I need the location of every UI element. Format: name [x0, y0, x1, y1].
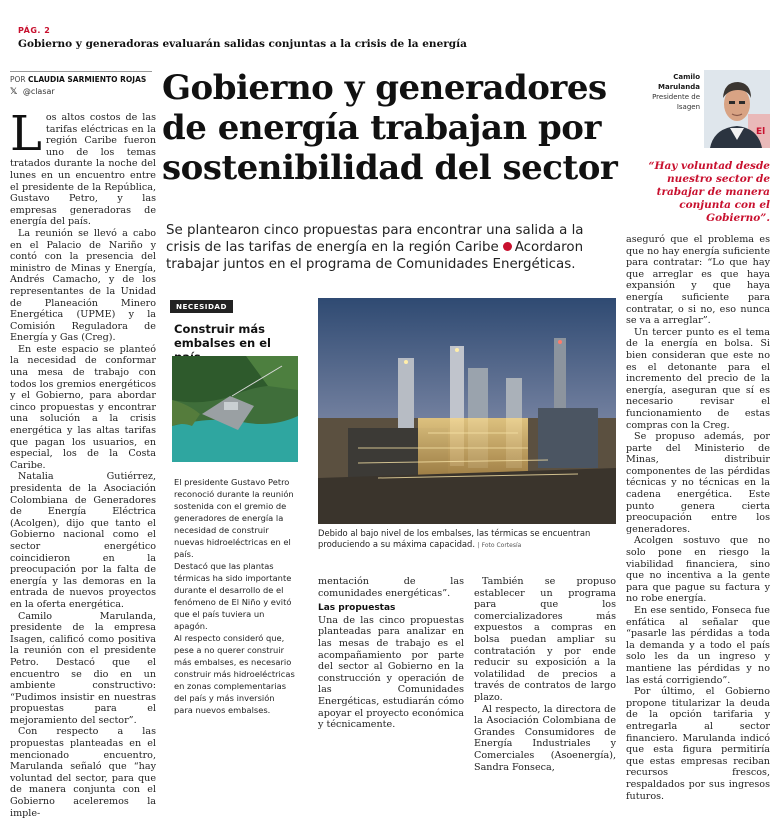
paragraph: Al respecto, la directora de la Asociación Colombiana de Grandes Consumidores de Energía Industriales y Comerciales (Asoenergía), Sandra Fonseca, — [474, 703, 616, 773]
paragraph: También se propuso establecer un programa para que los comercializadores más expuestos a compras en bolsa puedan ampliar su contratación y por ende reducir su exposición a la volatilidad de precios a través de contratos de largo plazo. — [474, 576, 616, 703]
paragraph: Natalia Gutiérrez, presidenta de la Asociación Colombiana de Generadores de Energía Eléctrica (Acolgen), dijo que tanto el Gobierno nacional como el sector energético coincidieron en la preocupación por la falta de energía y las demoras en la entrada de nuevos proyectos en la oferta energética. — [10, 471, 156, 610]
section-header — [18, 26, 762, 50]
svg-text:El: El — [756, 127, 766, 137]
photo-credit: | Foto Cortesía — [477, 542, 522, 549]
subheadline-dek — [166, 222, 618, 273]
page-label: PÁG. 2 — [18, 26, 51, 35]
paragraph: Se propuso además, por parte del Ministerio de Minas, distribuir componentes de las pérdidas técnicas y no técnicas en la cadena energética. Este punto genera cierta preocupación entre los generadores. — [626, 431, 770, 535]
article-column-3 — [318, 576, 464, 731]
paragraph: Camilo Marulanda, presidente de la empresa Isagen, calificó como positiva la reunión con el presidente Petro. Destacó que el encuentro se dio en un ambiente constructivo: “Pudimos insistir en nuestras propuestas para el mejoramiento del sector”. — [10, 610, 156, 726]
person-name: Camilo Marulanda — [658, 73, 700, 91]
section-tag: NECESIDAD — [170, 300, 233, 313]
sidebar-title: Construir más embalses en el — [174, 322, 271, 350]
teaser-headline[interactable]: Gobierno y generadoras evaluarán salidas conjuntas a la crisis de la energía — [18, 38, 467, 50]
sidebar-text — [174, 476, 296, 716]
sidebar-box — [170, 296, 298, 746]
person-role: Presidente de Isagen — [652, 93, 700, 111]
pull-quote: “Hay voluntad desde nuestro sector de trabajar de manera conjunta con el Gobierno”. — [648, 160, 770, 224]
paragraph: En ese sentido, Fonseca fue enfática al señalar que “pasarle las pérdidas a toda la demanda y a todo el país solo les da un ingreso y mantiene las pérdidas y no las está corrigiendo”. — [626, 605, 770, 686]
byline — [10, 75, 160, 84]
sidebar-paragraph: Destacó que las plantas térmicas ha sido importante durante el desarrollo de el fenómeno de El Niño y evitó que el país tuviera un apagón. — [174, 561, 292, 631]
power-plant-photo — [318, 298, 616, 524]
byline-prefix: POR — [10, 75, 26, 84]
paragraph: Con respecto a las propuestas planteadas en el mencionado encuentro, Marulanda señaló que “hay voluntad del sector, para que de manera conjunta con el Gobierno aceleremos la imple- — [10, 726, 156, 819]
photo-caption — [318, 528, 616, 551]
caption-text: Debido al bajo nivel de los embalses, las térmicas se encuentran produciendo a su máxima capacidad. — [318, 528, 591, 549]
paragraph: Acolgen sostuvo que no solo pone en riesgo la viabilidad financiera, sino que no incentiva a la gente para que pague su factura y no robe energía. — [626, 535, 770, 605]
headline: Gobierno y generadores de energía trabajan por sostenibilidad del sector — [162, 68, 618, 188]
paragraph: Los altos costos de las tarifas eléctricas en la región Caribe fueron uno de los temas tratados durante la noche del lunes en un encuentro entre el presidente de la República, Gustavo Petro, y las empresas generadoras de energía del país. — [10, 106, 156, 228]
sidebar-paragraph: El presidente Gustavo Petro reconoció durante la reunión sostenida con el gremio de generadores de energía la necesidad de construir nuevas hidroeléctricas en el país. — [174, 477, 294, 559]
byline-rule — [10, 71, 152, 72]
portrait-photo — [704, 70, 770, 148]
portrait-illustration — [704, 70, 770, 148]
drop-cap: L — [10, 106, 42, 162]
bullet-dot-icon — [503, 242, 512, 251]
article-column-4 — [474, 576, 616, 773]
x-logo-icon: 𝕏 — [10, 87, 18, 97]
sidebar-paragraph: Al respecto consideró que, pese a no querer construir más embalses, es necesario construir más hidroeléctricas en zonas complementarias del país y más inversión para nuevos embalses. — [174, 633, 295, 715]
paragraph: aseguró que el problema es que no hay energía suficiente para contratar: “Lo que hay que arreglar es que haya expansión y que haya energía suficiente para contratar, o si no, eso nunca se va a arreglar”. — [626, 234, 770, 327]
author-name: CLAUDIA SARMIENTO ROJAS — [28, 75, 147, 84]
paragraph: Por último, el Gobierno propone titularizar la deuda de la opción tarifaria y entregarla al sector financiero. Marulanda indicó que esta figura permitiría que estas empresas reciban recursos frescos, respaldados por sus ingresos futuros. — [626, 686, 770, 802]
paragraph: Un tercer punto es el tema de la energía en bolsa. Si bien consideran que este no es el detonante para el incremento del precio de la energía, aseguran que sí es necesario revisar el funcionamiento de estas compras con la Creg. — [626, 326, 770, 431]
paragraph: Una de las cinco propuestas planteadas para analizar en las mesas de trabajo es el acompañamiento por parte del sector al Gobierno en la construcción y operación de las Comunidades Energéticas, estudiarán cómo apoyar el proyecto económica y técnicamente. — [318, 614, 464, 731]
dam-photo — [172, 356, 298, 462]
article-column-5 — [626, 234, 770, 802]
paragraph: La reunión se llevó a cabo en el Palacio de Nariño y contó con la presencia del ministro de Minas y Energía, Andrés Camacho, y de los representantes de la Unidad de Planeación Minero Energética (UPME) y la Comisión Reguladora de Energía y Gas (Creg). — [10, 227, 156, 344]
subhead: Las propuestas — [318, 603, 396, 614]
dek-part-1: Se plantearon cinco propuestas para encontrar una salida a la crisis de las tarifas de energía en la región Caribe — [166, 223, 584, 255]
paragraph: En este espacio se planteó la necesidad de conformar una mesa de trabajo con todos los gremios energéticos y el Gobierno, para abordar cinco propuestas y encontrar una solución a la crisis energética y las altas tarifas que pagan los usuarios, en especial, los de la Costa Caribe. — [10, 343, 156, 471]
author-handle[interactable] — [10, 87, 55, 97]
article-column-1 — [10, 106, 156, 819]
dek-part-2: Acordaron trabajar juntos en el programa de Comunidades Energéticas. — [166, 240, 584, 272]
paragraph: mentación de las comunidades energéticas”. — [318, 576, 464, 599]
power-plant-illustration — [318, 298, 616, 524]
handle-text: @clasar — [22, 87, 55, 96]
dam-illustration — [172, 356, 298, 462]
